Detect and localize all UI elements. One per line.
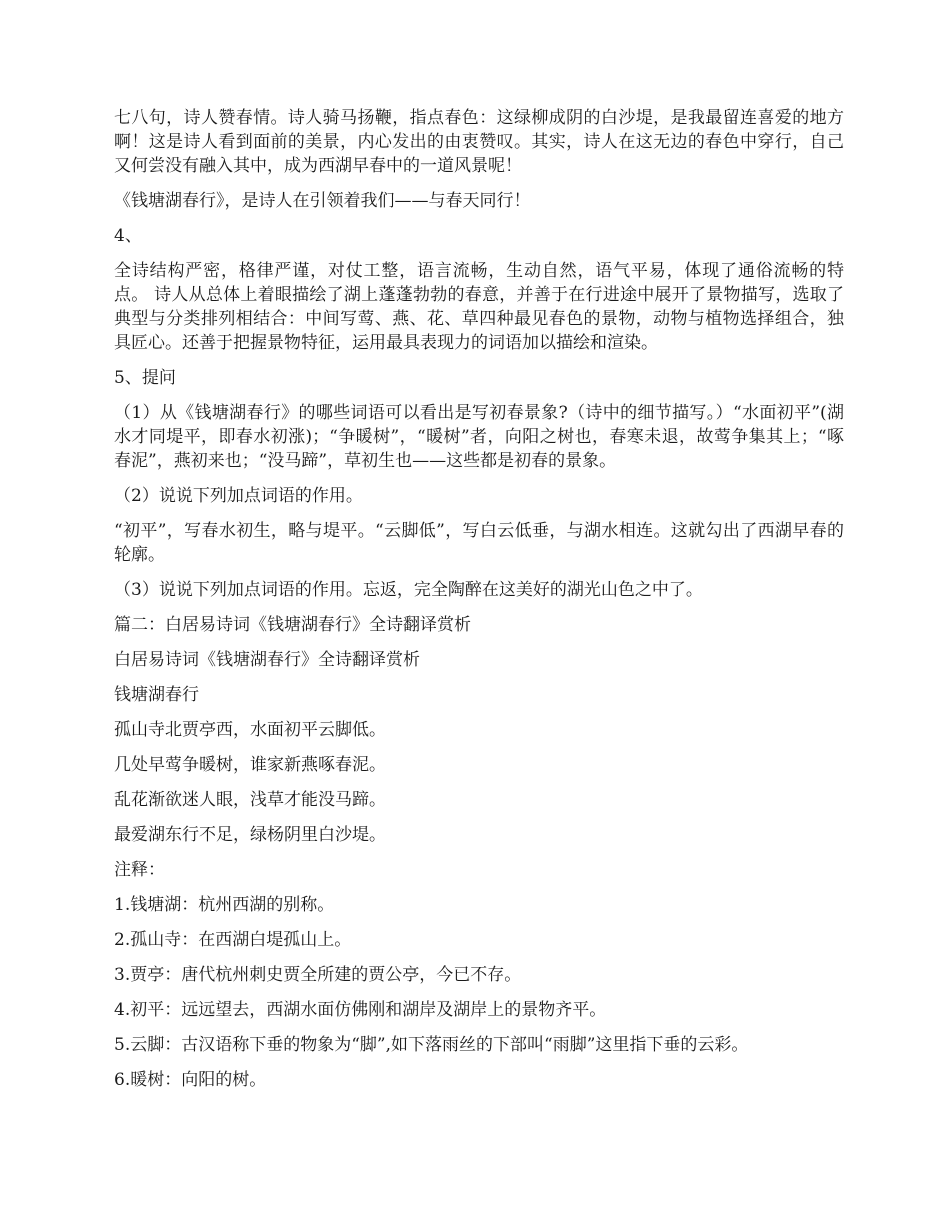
section-heading-questions: 5、提问 (114, 368, 176, 388)
article-2-title: 篇二：白居易诗词《钱塘湖春行》全诗翻译赏析 (114, 615, 471, 635)
document-body (114, 106, 844, 1103)
poem-line-1: 孤山寺北贾亭西，水面初平云脚低。 (114, 720, 386, 740)
notes-heading: 注释： (114, 860, 165, 880)
paragraph-closing-lines: 七八句，诗人赞春情。诗人骑马扬鞭，指点春色：这绿柳成阴的白沙堤，是我最留连喜爱的地方啊！这是诗人看到面前的美景，内心发出的由衷赞叹。其实，诗人在这无边的春色中穿行，自己又何尝没有融入其中，成为西湖早春中的一道风景呢！ (114, 108, 844, 176)
section-number-4: 4、 (114, 226, 142, 246)
note-3: 3.贾亭：唐代杭州刺史贾全所建的贾公亭，今已不存。 (114, 965, 522, 985)
question-3: （3）说说下列加点词语的作用。忘返，完全陶醉在这美好的湖光山色之中了。 (114, 580, 703, 600)
article-2-subtitle: 白居易诗词《钱塘湖春行》全诗翻译赏析 (114, 650, 420, 670)
poem-line-3: 乱花渐欲迷人眼，浅草才能没马蹄。 (114, 790, 386, 810)
note-5: 5.云脚：古汉语称下垂的物象为“脚”,如下落雨丝的下部叫“雨脚”这里指下垂的云彩。 (114, 1035, 749, 1055)
note-1: 1.钱塘湖：杭州西湖的别称。 (114, 895, 335, 915)
poem-line-4: 最爱湖东行不足，绿杨阴里白沙堤。 (114, 825, 386, 845)
question-1: （1）从《钱塘湖春行》的哪些词语可以看出是写初春景象?（诗中的细节描写。）“水面初平”(湖水才同堤平，即春水初涨)；“争暖树”，“暖树”者，向阳之树也，春寒未退，故莺争集其上；“啄春泥”，燕初来也；“没马蹄”，草初生也——这些都是初春的景象。 (114, 403, 844, 471)
question-2: （2）说说下列加点词语的作用。 (114, 486, 363, 506)
note-6: 6.暖树：向阳的树。 (114, 1070, 267, 1090)
poem-title: 钱塘湖春行 (114, 685, 199, 705)
poem-line-2: 几处早莺争暖树，谁家新燕啄春泥。 (114, 755, 386, 775)
note-4: 4.初平：远远望去，西湖水面仿佛刚和湖岸及湖岸上的景物齐平。 (114, 1000, 607, 1020)
paragraph-summary: 《钱塘湖春行》，是诗人在引领着我们——与春天同行！ (114, 191, 531, 211)
answer-2: “初平”，写春水初生，略与堤平。“云脚低”，写白云低垂，与湖水相连。这就勾出了西湖早春的轮廓。 (114, 521, 844, 565)
note-2: 2.孤山寺：在西湖白堤孤山上。 (114, 930, 352, 950)
paragraph-structure-analysis: 全诗结构严密，格律严谨，对仗工整，语言流畅，生动自然，语气平易，体现了通俗流畅的特点。 诗人从总体上着眼描绘了湖上蓬蓬勃勃的春意，并善于在行进途中展开了景物描写，选取了典型与分类排列相结合：中间写莺、燕、花、草四种最见春色的景物，动物与植物选择组合，独具匠心。还善于把握景物特征，运用最具表现力的词语加以描绘和渲染。 (114, 261, 844, 353)
